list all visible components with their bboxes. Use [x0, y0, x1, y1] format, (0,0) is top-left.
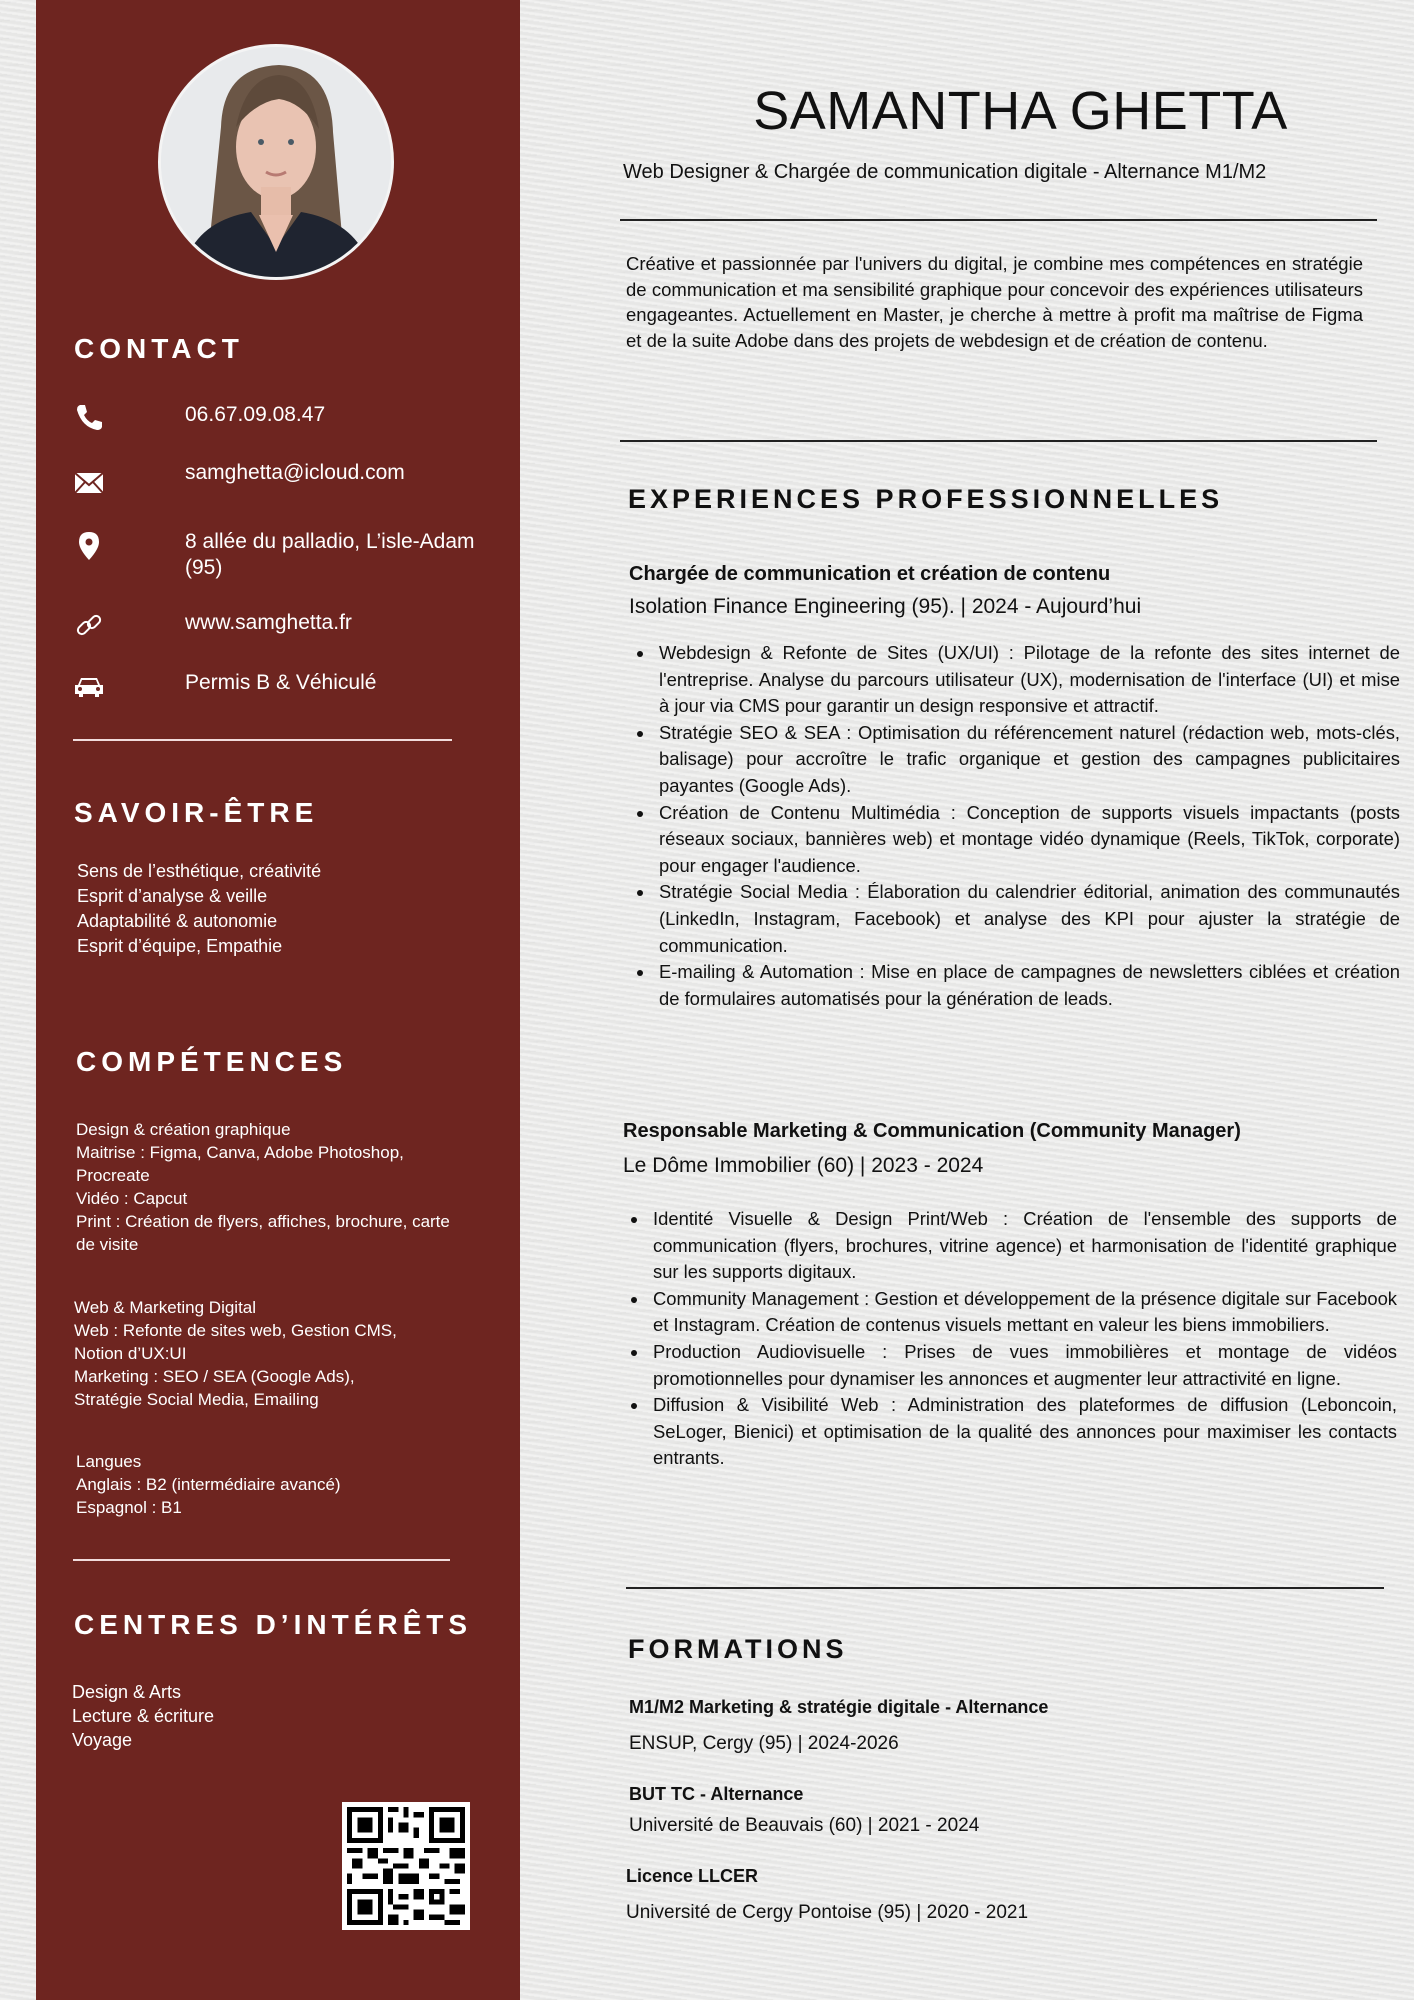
competences-langues	[76, 1450, 456, 1519]
competence-line: Web : Refonte de sites web, Gestion CMS, Notion d’UX:UI	[74, 1321, 397, 1363]
savoir-etre-list	[77, 859, 321, 959]
formation-title: Licence LLCER	[626, 1866, 759, 1886]
interet-item: Design & Arts	[72, 1682, 182, 1702]
phone-icon	[74, 402, 104, 432]
contact-website	[74, 610, 514, 650]
email-address[interactable]: samghetta@icloud.com	[185, 461, 405, 484]
job-bullets	[631, 640, 1400, 1012]
competences-design	[76, 1118, 456, 1256]
experiences-heading: EXPERIENCES PROFESSIONNELLES	[628, 484, 1224, 514]
formations-heading: FORMATIONS	[628, 1634, 848, 1664]
phone-number[interactable]: 06.67.09.08.47	[185, 403, 326, 426]
address: 8 allée du palladio, L’isle-Adam (95)	[185, 530, 475, 579]
sidebar-divider	[73, 739, 452, 741]
qr-code[interactable]	[342, 1802, 470, 1930]
job-bullet: • Community Management : Gestion et développement de la présence digitale sur Facebook et Instagram. Création de contenus visuels mettant en valeur les biens immobiliers.	[649, 1286, 1397, 1339]
savoir-etre-item: Adaptabilité & autonomie	[77, 911, 278, 931]
job-meta: Isolation Finance Engineering (95). | 2024 - Aujourd’hui	[629, 595, 1142, 618]
competence-line: Anglais : B2 (intermédiaire avancé)	[76, 1475, 341, 1494]
candidate-name: SAMANTHA GHETTA	[753, 81, 1288, 141]
contact-email	[74, 460, 514, 500]
car-icon	[74, 670, 104, 700]
interets-heading: CENTRES D’INTÉRÊTS	[74, 1609, 473, 1640]
job-bullet: • Production Audiovisuelle : Prises de vues immobilières et montage de vidéos promotionnelles pour dynamiser les annonces et augmenter leur attractivité en ligne.	[649, 1339, 1397, 1392]
envelope-icon	[74, 468, 104, 498]
contact-heading: CONTACT	[74, 333, 244, 364]
license-info: Permis B & Véhiculé	[185, 671, 377, 694]
main-content	[520, 0, 1414, 2000]
map-pin-icon	[74, 531, 104, 561]
formation-meta: Université de Beauvais (60) | 2021 - 2024	[629, 1815, 980, 1836]
job-bullet: • Diffusion & Visibilité Web : Administration des plateformes de diffusion (Leboncoin, SeLoger, Bienici) et optimisation de la qualité des annonces pour maximiser les contacts entrants.	[649, 1392, 1397, 1472]
job-bullets	[625, 1206, 1397, 1472]
section-divider	[626, 1587, 1384, 1589]
competence-line: Maitrise : Figma, Canva, Adobe Photoshop, Procreate	[76, 1143, 404, 1185]
competence-line: Print : Création de flyers, affiches, brochure, carte de visite	[76, 1212, 450, 1254]
job-title: Responsable Marketing & Communication (Community Manager)	[623, 1120, 1241, 1142]
job-bullet: • E-mailing & Automation : Mise en place de campagnes de newsletters ciblées et création de formulaires automatisés pour la génération de leads.	[655, 959, 1400, 1012]
formation-title: M1/M2 Marketing & stratégie digitale - Alternance	[629, 1697, 1049, 1717]
savoir-etre-item: Sens de l’esthétique, créativité	[77, 861, 322, 881]
section-divider	[620, 440, 1377, 442]
job-subtitle: Web Designer & Chargée de communication digitale - Alternance M1/M2	[623, 161, 1267, 183]
job-bullet: • Webdesign & Refonte de Sites (UX/UI) : Pilotage de la refonte des sites internet de l'entreprise. Analyse du parcours utilisateur (UX), modernisation de l'interface (UI) et mise à jour via CMS pour garantir un design responsive et attractif.	[655, 640, 1400, 720]
portrait-illustration	[161, 47, 391, 277]
competence-line: Design & création graphique	[76, 1120, 291, 1139]
competence-line: Langues	[76, 1452, 142, 1471]
interet-item: Lecture & écriture	[72, 1706, 215, 1726]
savoir-etre-item: Esprit d’analyse & veille	[77, 886, 268, 906]
sidebar	[36, 0, 520, 2000]
job-bullet: • Stratégie SEO & SEA : Optimisation du référencement naturel (rédaction web, mots-clés, balisage) pour accroître le trafic organique et gestion des campagnes publicitaires payantes (Google Ads).	[655, 720, 1400, 800]
formation-meta: Université de Cergy Pontoise (95) | 2020 - 2021	[626, 1902, 1029, 1923]
competence-line: Vidéo : Capcut	[76, 1189, 188, 1208]
job-bullet: • Identité Visuelle & Design Print/Web : Création de l'ensemble des supports de communication (flyers, brochures, vitrine agence) et harmonisation de l'identité graphique sur les supports digitaux.	[649, 1206, 1397, 1286]
contact-address	[74, 529, 514, 589]
competence-line: Web & Marketing Digital	[74, 1298, 257, 1317]
interets-list	[72, 1680, 214, 1752]
header-divider	[620, 219, 1377, 221]
formation-meta: ENSUP, Cergy (95) | 2024-2026	[629, 1733, 899, 1754]
job-bullet: • Création de Contenu Multimédia : Conception de supports visuels impactants (posts réseaux sociaux, bannières web) et montage vidéo dynamique (Reels, TikTok, corporate) pour engager l'audience.	[655, 800, 1400, 880]
website-link[interactable]: www.samghetta.fr	[185, 611, 352, 634]
competences-web	[74, 1296, 404, 1411]
link-icon	[74, 610, 104, 640]
competences-heading: COMPÉTENCES	[76, 1046, 348, 1077]
job-meta: Le Dôme Immobilier (60) | 2023 - 2024	[623, 1154, 984, 1177]
sidebar-divider	[73, 1559, 450, 1561]
job-bullet: • Stratégie Social Media : Élaboration du calendrier éditorial, animation des communautés (LinkedIn, Instagram, Facebook) et analyse des KPI pour ajuster la stratégie de communication.	[655, 879, 1400, 959]
savoir-etre-item: Esprit d’équipe, Empathie	[77, 936, 283, 956]
job-title: Chargée de communication et création de contenu	[629, 563, 1111, 585]
savoir-etre-heading: SAVOIR-ÊTRE	[74, 797, 319, 828]
contact-phone	[74, 402, 514, 442]
profile-summary: Créative et passionnée par l'univers du digital, je combine mes compétences en stratégie de communication et ma sensibilité graphique pour concevoir des expériences utilisateurs engageantes. Actuellement en Master, je cherche à mettre à profit ma maîtrise de Figma et de la suite Adobe dans des projets de webdesign et de création de contenu.	[626, 253, 1363, 351]
competence-line: Espagnol : B1	[76, 1498, 182, 1517]
interet-item: Voyage	[72, 1730, 133, 1750]
contact-license	[74, 670, 514, 710]
profile-photo	[158, 44, 394, 280]
competence-line: Marketing : SEO / SEA (Google Ads), Stratégie Social Media, Emailing	[74, 1367, 355, 1409]
formation-title: BUT TC - Alternance	[629, 1784, 804, 1804]
